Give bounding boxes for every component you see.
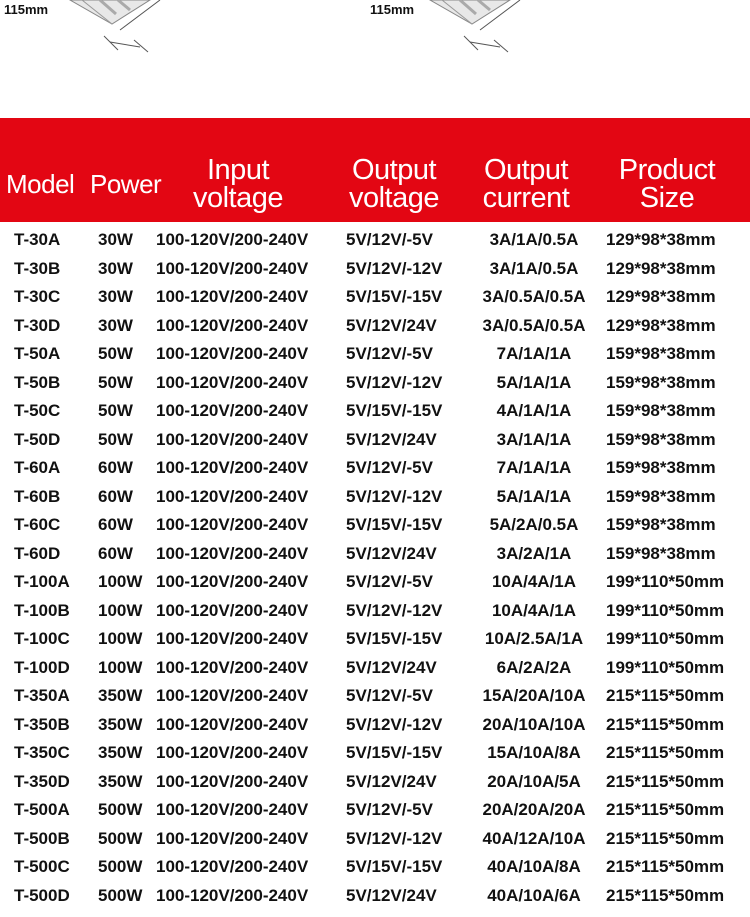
row-product-size: 199*110*50mm xyxy=(606,657,725,677)
row-model: T-350C xyxy=(14,743,70,762)
row-product-size: 159*98*38mm xyxy=(606,401,716,420)
row-model: T-500B xyxy=(14,828,70,848)
header-output-current xyxy=(478,156,574,212)
table-row xyxy=(0,397,750,426)
table-row xyxy=(0,312,750,341)
table-row xyxy=(0,853,750,882)
row-output-voltage: 5V/12V/-12V xyxy=(346,372,443,392)
table-row xyxy=(0,511,750,540)
row-output-current: 3A/0.5A/0.5A xyxy=(482,315,586,335)
header-product-size-line1: Product xyxy=(618,154,716,186)
row-input-voltage: 100-120V/200-240V xyxy=(156,486,309,506)
row-model: T-50C xyxy=(14,401,61,420)
row-input-voltage: 100-120V/200-240V xyxy=(156,429,309,449)
row-output-current: 20A/10A/10A xyxy=(482,714,586,734)
row-power: 60W xyxy=(98,515,133,534)
row-product-size: 129*98*38mm xyxy=(606,230,716,249)
row-output-current: 3A/0.5A/0.5A xyxy=(482,287,586,306)
row-model: T-60B xyxy=(14,486,61,506)
table-row xyxy=(0,283,750,312)
row-power: 60W xyxy=(98,543,133,563)
row-model: T-50A xyxy=(14,344,61,363)
row-input-voltage: 100-120V/200-240V xyxy=(156,629,309,648)
header-product-size-line2: Size xyxy=(639,182,695,214)
row-output-current: 3A/2A/1A xyxy=(496,543,572,563)
row-input-voltage: 100-120V/200-240V xyxy=(156,230,309,249)
row-input-voltage: 100-120V/200-240V xyxy=(156,600,309,620)
header-power xyxy=(90,170,161,198)
row-output-voltage: 5V/15V/-15V xyxy=(346,401,443,420)
row-output-voltage: 5V/12V/-5V xyxy=(346,458,433,477)
row-product-size: 199*110*50mm xyxy=(606,600,725,620)
row-output-voltage: 5V/12V/-12V xyxy=(346,486,443,506)
table-row xyxy=(0,540,750,569)
row-power: 30W xyxy=(98,287,133,306)
row-input-voltage: 100-120V/200-240V xyxy=(156,458,309,477)
row-product-size: 215*115*50mm xyxy=(606,714,725,734)
row-input-voltage: 100-120V/200-240V xyxy=(156,315,309,335)
table-row xyxy=(0,825,750,854)
row-output-current: 3A/1A/1A xyxy=(496,429,572,449)
header-output-voltage-line2: voltage xyxy=(348,182,439,214)
row-model: T-100B xyxy=(14,600,70,620)
table-row xyxy=(0,682,750,711)
row-power: 60W xyxy=(98,486,133,506)
row-output-voltage: 5V/12V/-5V xyxy=(346,344,433,363)
row-power: 100W xyxy=(98,572,143,591)
row-output-voltage: 5V/12V/-12V xyxy=(346,714,443,734)
row-model: T-30A xyxy=(14,230,61,249)
row-product-size: 159*98*38mm xyxy=(606,458,716,477)
table-row xyxy=(0,597,750,626)
row-model: T-50B xyxy=(14,372,61,392)
row-product-size: 129*98*38mm xyxy=(606,315,716,335)
row-output-current: 20A/20A/20A xyxy=(482,800,586,819)
header-power-label: Power xyxy=(90,169,162,199)
left-dimension-label: 115mm xyxy=(4,2,49,17)
row-product-size: 215*115*50mm xyxy=(606,743,725,762)
product-drawing-strip xyxy=(0,0,750,118)
row-model: T-100D xyxy=(14,657,70,677)
table-row xyxy=(0,340,750,369)
row-power: 500W xyxy=(98,885,143,905)
header-product-size xyxy=(612,156,722,212)
row-model: T-350B xyxy=(14,714,70,734)
row-power: 350W xyxy=(98,686,143,705)
row-output-current: 10A/2.5A/1A xyxy=(484,629,584,648)
header-input-voltage-line1: Input xyxy=(207,154,269,186)
row-output-voltage: 5V/15V/-15V xyxy=(346,629,443,648)
row-output-current: 5A/2A/0.5A xyxy=(489,515,579,534)
header-output-voltage-line1: Output xyxy=(351,154,437,186)
row-product-size: 215*115*50mm xyxy=(606,800,725,819)
row-product-size: 159*98*38mm xyxy=(606,486,716,506)
row-model: T-350D xyxy=(14,771,70,791)
table-row xyxy=(0,568,750,597)
row-input-voltage: 100-120V/200-240V xyxy=(156,372,309,392)
row-power: 500W xyxy=(98,857,143,876)
row-power: 30W xyxy=(98,315,133,335)
row-power: 350W xyxy=(98,714,143,734)
row-product-size: 199*110*50mm xyxy=(606,629,725,648)
row-output-current: 4A/1A/1A xyxy=(496,401,572,420)
row-model: T-100A xyxy=(14,572,70,591)
row-model: T-500C xyxy=(14,857,70,876)
table-row xyxy=(0,768,750,797)
header-output-current-line2: current xyxy=(482,182,570,214)
row-output-current: 7A/1A/1A xyxy=(496,458,572,477)
row-model: T-60C xyxy=(14,515,61,534)
row-output-current: 7A/1A/1A xyxy=(496,344,572,363)
table-row xyxy=(0,255,750,284)
row-product-size: 215*115*50mm xyxy=(606,686,725,705)
header-output-current-line1: Output xyxy=(483,154,569,186)
row-input-voltage: 100-120V/200-240V xyxy=(156,258,309,278)
row-output-voltage: 5V/12V/24V xyxy=(346,657,437,677)
row-power: 60W xyxy=(98,458,133,477)
row-product-size: 159*98*38mm xyxy=(606,515,716,534)
row-power: 50W xyxy=(98,344,133,363)
row-product-size: 215*115*50mm xyxy=(606,885,725,905)
row-input-voltage: 100-120V/200-240V xyxy=(156,287,309,306)
row-input-voltage: 100-120V/200-240V xyxy=(156,657,309,677)
header-model-label: Model xyxy=(6,169,75,199)
row-output-voltage: 5V/15V/-15V xyxy=(346,515,443,534)
row-power: 100W xyxy=(98,657,143,677)
row-input-voltage: 100-120V/200-240V xyxy=(156,828,309,848)
row-model: T-30D xyxy=(14,315,61,335)
row-model: T-100C xyxy=(14,629,70,648)
row-product-size: 159*98*38mm xyxy=(606,344,716,363)
table-row xyxy=(0,483,750,512)
row-output-voltage: 5V/12V/-5V xyxy=(346,230,433,249)
row-power: 500W xyxy=(98,800,143,819)
row-output-current: 10A/4A/1A xyxy=(491,600,577,620)
row-output-voltage: 5V/15V/-15V xyxy=(346,287,443,306)
table-row xyxy=(0,426,750,455)
table-row xyxy=(0,739,750,768)
table-row xyxy=(0,454,750,483)
row-output-current: 6A/2A/2A xyxy=(496,657,572,677)
table-row xyxy=(0,369,750,398)
row-output-voltage: 5V/12V/24V xyxy=(346,543,437,563)
row-output-voltage: 5V/15V/-15V xyxy=(346,857,443,876)
row-output-current: 20A/10A/5A xyxy=(487,771,581,791)
row-output-voltage: 5V/12V/-5V xyxy=(346,572,433,591)
row-power: 100W xyxy=(98,629,143,648)
row-input-voltage: 100-120V/200-240V xyxy=(156,743,309,762)
header-input-voltage-line2: voltage xyxy=(192,182,283,214)
row-output-voltage: 5V/12V/24V xyxy=(346,429,437,449)
row-product-size: 159*98*38mm xyxy=(606,429,716,449)
row-model: T-500A xyxy=(14,800,70,819)
row-output-voltage: 5V/15V/-15V xyxy=(346,743,443,762)
row-product-size: 215*115*50mm xyxy=(606,771,725,791)
row-output-current: 3A/1A/0.5A xyxy=(489,258,579,278)
table-row xyxy=(0,226,750,255)
row-model: T-350A xyxy=(14,686,70,705)
row-output-voltage: 5V/12V/24V xyxy=(346,771,437,791)
row-input-voltage: 100-120V/200-240V xyxy=(156,401,309,420)
row-output-voltage: 5V/12V/-12V xyxy=(346,828,443,848)
row-input-voltage: 100-120V/200-240V xyxy=(156,885,309,905)
spec-table-header xyxy=(0,118,750,222)
row-product-size: 159*98*38mm xyxy=(606,543,716,563)
row-power: 350W xyxy=(98,771,143,791)
row-power: 50W xyxy=(98,372,133,392)
row-output-current: 5A/1A/1A xyxy=(496,486,572,506)
row-output-voltage: 5V/12V/-5V xyxy=(346,800,433,819)
row-power: 30W xyxy=(98,258,133,278)
row-output-voltage: 5V/12V/24V xyxy=(346,885,437,905)
row-input-voltage: 100-120V/200-240V xyxy=(156,344,309,363)
row-product-size: 159*98*38mm xyxy=(606,372,716,392)
header-input-voltage xyxy=(188,156,288,212)
row-power: 50W xyxy=(98,401,133,420)
row-power: 30W xyxy=(98,230,133,249)
row-input-voltage: 100-120V/200-240V xyxy=(156,572,309,591)
row-product-size: 129*98*38mm xyxy=(606,258,716,278)
row-input-voltage: 100-120V/200-240V xyxy=(156,543,309,563)
row-output-current: 40A/10A/6A xyxy=(487,885,581,905)
row-power: 50W xyxy=(98,429,133,449)
spec-table-body xyxy=(0,226,750,910)
right-dimension-label: 115mm xyxy=(370,2,415,17)
row-output-current: 5A/1A/1A xyxy=(496,372,572,392)
row-product-size: 199*110*50mm xyxy=(606,572,725,591)
header-output-voltage xyxy=(344,156,444,212)
row-output-current: 40A/10A/8A xyxy=(487,857,581,876)
row-input-voltage: 100-120V/200-240V xyxy=(156,800,309,819)
table-row xyxy=(0,711,750,740)
row-model: T-60D xyxy=(14,543,61,563)
row-power: 350W xyxy=(98,743,143,762)
table-row xyxy=(0,796,750,825)
row-product-size: 215*115*50mm xyxy=(606,828,725,848)
header-model xyxy=(6,170,74,198)
table-row xyxy=(0,882,750,911)
row-power: 500W xyxy=(98,828,143,848)
row-input-voltage: 100-120V/200-240V xyxy=(156,515,309,534)
row-product-size: 129*98*38mm xyxy=(606,287,716,306)
table-row xyxy=(0,654,750,683)
row-output-current: 15A/20A/10A xyxy=(482,686,586,705)
row-output-voltage: 5V/12V/24V xyxy=(346,315,437,335)
row-input-voltage: 100-120V/200-240V xyxy=(156,714,309,734)
row-product-size: 215*115*50mm xyxy=(606,857,725,876)
row-output-voltage: 5V/12V/-12V xyxy=(346,258,443,278)
product-drawing-illustration xyxy=(0,0,750,118)
row-output-current: 40A/12A/10A xyxy=(482,828,586,848)
row-model: T-30B xyxy=(14,258,61,278)
row-model: T-60A xyxy=(14,458,61,477)
table-row xyxy=(0,625,750,654)
row-input-voltage: 100-120V/200-240V xyxy=(156,686,309,705)
row-input-voltage: 100-120V/200-240V xyxy=(156,857,309,876)
row-input-voltage: 100-120V/200-240V xyxy=(156,771,309,791)
row-power: 100W xyxy=(98,600,143,620)
row-output-voltage: 5V/12V/-12V xyxy=(346,600,443,620)
row-output-current: 10A/4A/1A xyxy=(491,572,577,591)
row-model: T-30C xyxy=(14,287,61,306)
row-model: T-500D xyxy=(14,885,70,905)
row-output-current: 15A/10A/8A xyxy=(487,743,581,762)
row-model: T-50D xyxy=(14,429,61,449)
row-output-voltage: 5V/12V/-5V xyxy=(346,686,433,705)
row-output-current: 3A/1A/0.5A xyxy=(489,230,579,249)
